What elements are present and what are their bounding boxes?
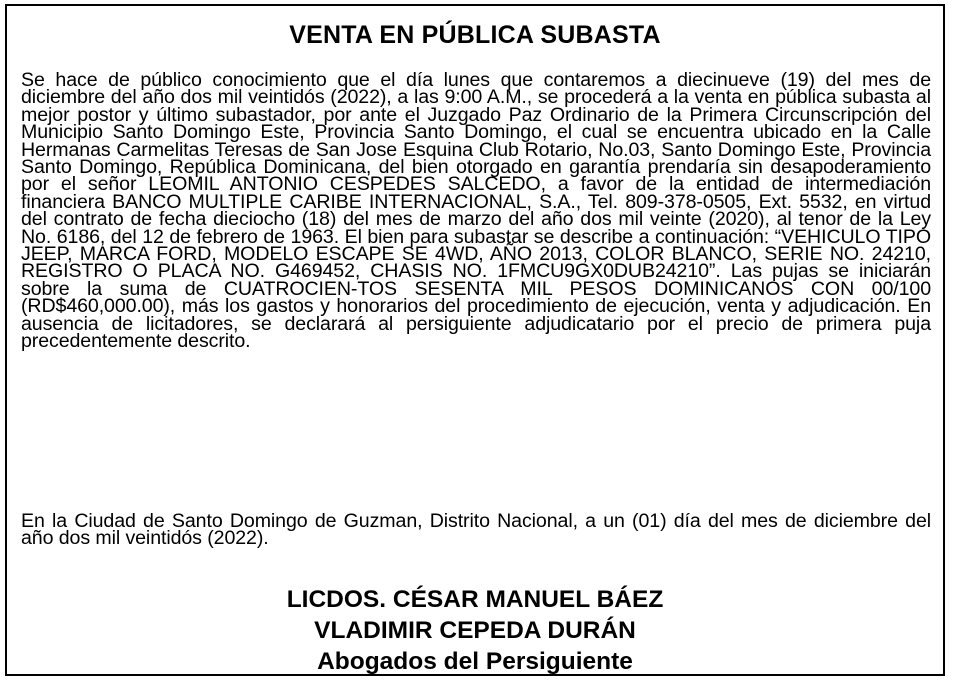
notice-body-paragraph: Se hace de público conocimiento que el día lunes que contaremos a diecinueve (19) del mes de diciembre del año dos mil veintidós (2022), a las 9:00 A.M., se procederá a la venta en pública subasta al mejor postor y último subastador, por ante el Juzgado Paz Ordinario de la Primera Circunscripción del Municipio Santo Domingo Este, Provincia Santo Domingo, el cual se encuentra ubicado en la Calle Hermanas Carmelitas Teresas de San Jose Esquina Club Rotario, No.03, Santo Domingo Este, Provincia Santo Domingo, República Dominicana, del bien otorgado en garantía prendaría sin desapoderamiento por el señor LEOMIL ANTONIO CESPEDES SALCEDO, a favor de la entidad de intermediación financiera BANCO MULTIPLE CARIBE INTERNACIONAL, S.A., Tel. 809-378-0505, Ext. 5532, en virtud del contrato de fecha dieciocho (18) del mes de marzo del año dos mil veinte (2020), al tenor de la Ley No. 6186, del 12 de febrero de 1963. El bien para subastar se describe a continuación: “VEHICULO TIPO JEEP, MARCA FORD, MODELO ESCAPE SE 4WD, AÑO 2013, COLOR BLANCO, SERIE NO. 24210, REGISTRO O PLACA NO. G469452, CHASIS NO. 1FMCU9GX0DUB24210”. Las pujas se iniciarán sobre la suma de CUATROCIEN-TOS SESENTA MIL PESOS DOMINICANOS CON 00/100 (RD$460,000.00), más los gastos y honorarios del procedimiento de ejecución, venta y adjudicación. En ausencia de licitadores, se declarará al persiguiente adjudicatario por el precio de primera puja precedentemente descrito.: [21, 69, 931, 353]
legal-notice: [5, 4, 945, 676]
signature-line-lawyers: LICDOS. CÉSAR MANUEL BÁEZ: [286, 586, 664, 613]
notice-title: VENTA EN PÚBLICA SUBASTA: [289, 21, 661, 49]
signature-line-name: VLADIMIR CEPEDA DURÁN: [314, 617, 636, 644]
notice-date-paragraph: En la Ciudad de Santo Domingo de Guzman, Distrito Nacional, a un (01) día del mes de diciembre del año dos mil veintidós (2022).: [21, 510, 931, 550]
signature-block: [7, 584, 943, 677]
signature-line-role: Abogados del Persiguiente: [317, 648, 633, 675]
